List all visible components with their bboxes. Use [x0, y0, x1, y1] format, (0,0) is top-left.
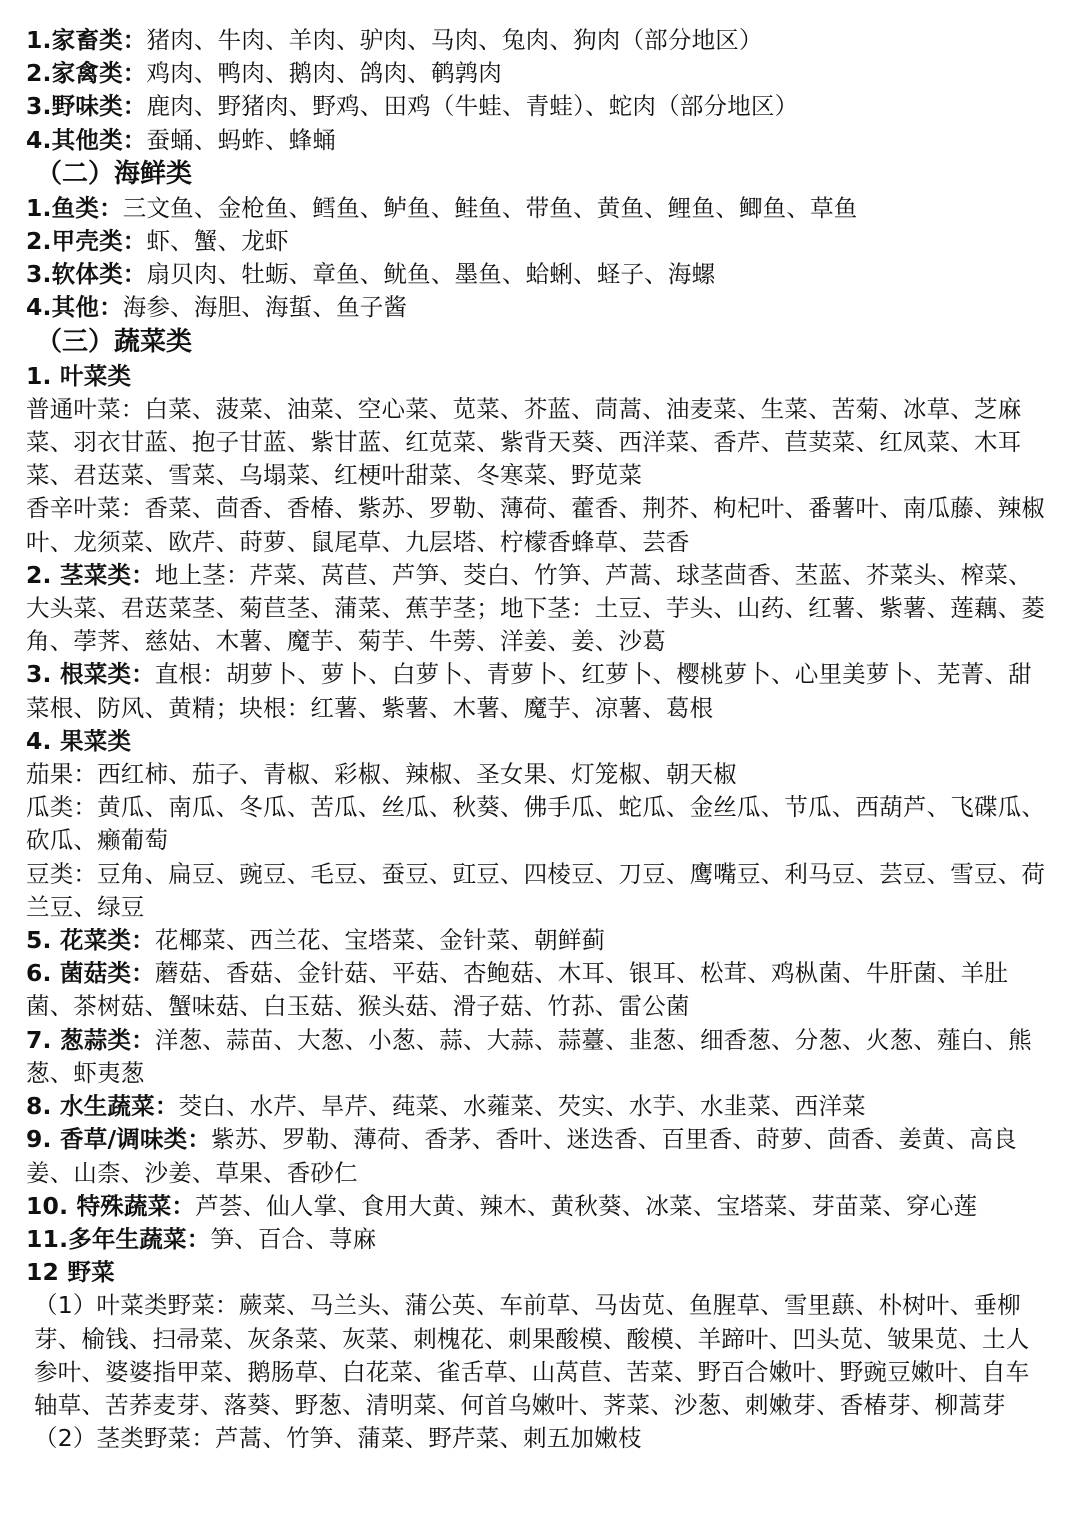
text-line	[26, 124, 1052, 157]
category-label: 2.家禽类：	[26, 59, 147, 88]
category-label: 12 野菜	[26, 1258, 115, 1287]
text-line	[26, 1223, 1052, 1256]
category-label: 4.其他：	[26, 293, 123, 322]
item-list: （2）茎类野菜：芦蒿、竹笋、蒲菜、野芹菜、刺五加嫩枝	[34, 1424, 642, 1453]
item-list: （1）叶菜类野菜：蕨菜、马兰头、蒲公英、车前草、马齿苋、鱼腥草、雪里蕻、朴树叶、垂柳芽、榆钱、扫帚菜、灰条菜、灰菜、刺槐花、刺果酸模、酸模、羊蹄叶、凹头苋、皱果苋、土人参叶、婆婆指甲菜、鹅肠草、白花菜、雀舌草、山莴苣、苦菜、野百合嫩叶、野豌豆嫩叶、自车轴草、苦荞麦芽、落葵、野葱、清明菜、何首乌嫩叶、荠菜、沙葱、刺嫩芽、香椿芽、柳蒿芽	[34, 1291, 1030, 1419]
category-label: 7. 葱蒜类：	[26, 1025, 155, 1054]
item-list: 洋葱、蒜苗、大葱、小葱、蒜、大蒜、蒜薹、韭葱、细香葱、分葱、火葱、薤白、熊葱、虾夷葱	[26, 1025, 1032, 1087]
text-line	[26, 1123, 1052, 1189]
text-line	[26, 1090, 1052, 1123]
text-line	[26, 758, 1052, 791]
item-list: 茄果：西红柿、茄子、青椒、彩椒、辣椒、圣女果、灯笼椒、朝天椒	[26, 760, 737, 789]
text-line	[26, 24, 1052, 57]
text-line	[26, 291, 1052, 324]
item-list: 地上茎：芹菜、莴苣、芦笋、茭白、竹笋、芦蒿、球茎茴香、苤蓝、芥菜头、榨菜、大头菜、君荙菜茎、菊苣茎、蒲菜、蕉芋茎；地下茎：土豆、芋头、山药、红薯、紫薯、莲藕、菱角、荸荠、慈姑、木薯、魔芋、菊芋、牛蒡、洋姜、姜、沙葛	[26, 560, 1046, 656]
item-list: 瓜类：黄瓜、南瓜、冬瓜、苦瓜、丝瓜、秋葵、佛手瓜、蛇瓜、金丝瓜、节瓜、西葫芦、飞碟瓜、砍瓜、癞葡萄	[26, 793, 1046, 855]
text-line	[26, 360, 1052, 393]
item-list: 蚕蛹、蚂蚱、蜂蛹	[146, 125, 337, 154]
text-line	[26, 858, 1052, 924]
category-label: 2. 茎菜类：	[26, 560, 155, 589]
category-label: 11.多年生蔬菜：	[26, 1224, 211, 1253]
text-line	[26, 1256, 1052, 1289]
item-list: 紫苏、罗勒、薄荷、香茅、香叶、迷迭香、百里香、莳萝、茴香、姜黄、高良姜、山柰、沙姜、草果、香砂仁	[26, 1125, 1017, 1187]
section-heading: （二）海鲜类	[36, 158, 193, 189]
item-list: 豆类：豆角、扁豆、豌豆、毛豆、蚕豆、豇豆、四棱豆、刀豆、鹰嘴豆、利马豆、芸豆、雪豆、荷兰豆、绿豆	[26, 859, 1046, 921]
category-label: 9. 香草/调味类：	[26, 1125, 212, 1154]
item-list: 普通叶菜：白菜、菠菜、油菜、空心菜、苋菜、芥蓝、茼蒿、油麦菜、生菜、苦菊、冰草、芝麻菜、羽衣甘蓝、抱子甘蓝、紫甘蓝、红苋菜、紫背天葵、西洋菜、香芹、苣荬菜、红凤菜、木耳菜、君荙菜、雪菜、乌塌菜、红梗叶甜菜、冬寒菜、野苋菜	[26, 394, 1022, 490]
category-label: 1. 叶菜类	[26, 361, 132, 390]
item-list: 香辛叶菜：香菜、茴香、香椿、紫苏、罗勒、薄荷、藿香、荆芥、枸杞叶、番薯叶、南瓜藤、辣椒叶、龙须菜、欧芹、莳萝、鼠尾草、九层塔、柠檬香蜂草、芸香	[26, 494, 1046, 556]
category-label: 3.野味类：	[26, 92, 147, 121]
item-list: 笋、百合、荨麻	[210, 1224, 377, 1253]
text-line	[26, 1190, 1052, 1223]
item-list: 芦荟、仙人掌、食用大黄、辣木、黄秋葵、冰菜、宝塔菜、芽苗菜、穿心莲	[195, 1191, 978, 1220]
item-list: 茭白、水芹、旱芹、莼菜、水蕹菜、芡实、水芋、水韭菜、西洋菜	[178, 1092, 866, 1121]
category-label: 1.鱼类：	[26, 193, 123, 222]
text-line	[26, 658, 1052, 724]
text-line	[26, 192, 1052, 225]
item-list: 鹿肉、野猪肉、野鸡、田鸡（牛蛙、青蛙）、蛇肉（部分地区）	[146, 92, 799, 121]
text-line	[26, 1422, 1052, 1455]
category-label: 4. 果菜类	[26, 726, 132, 755]
text-line	[26, 791, 1052, 857]
category-label: 6. 菌菇类：	[26, 959, 155, 988]
category-label: 4.其他类：	[26, 125, 147, 154]
category-label: 3. 根菜类：	[26, 660, 155, 689]
text-line	[26, 90, 1052, 123]
item-list: 猪肉、牛肉、羊肉、驴肉、马肉、兔肉、狗肉（部分地区）	[146, 26, 763, 54]
item-list: 海参、海胆、海蜇、鱼子酱	[122, 293, 408, 322]
text-line	[26, 1024, 1052, 1090]
text-line	[26, 1289, 1052, 1422]
item-list: 扇贝肉、牡蛎、章鱼、鱿鱼、墨鱼、蛤蜊、蛏子、海螺	[146, 260, 716, 289]
item-list: 蘑菇、香菇、金针菇、平菇、杏鲍菇、木耳、银耳、松茸、鸡枞菌、牛肝菌、羊肚菌、茶树菇、蟹味菇、白玉菇、猴头菇、滑子菇、竹荪、雷公菌	[26, 959, 1009, 1021]
text-line	[26, 924, 1052, 957]
item-list: 鸡肉、鸭肉、鹅肉、鸽肉、鹌鹑肉	[146, 59, 502, 88]
item-list: 三文鱼、金枪鱼、鳕鱼、鲈鱼、鲑鱼、带鱼、黄鱼、鲤鱼、鲫鱼、草鱼	[122, 193, 858, 222]
text-line	[26, 393, 1052, 493]
text-line	[26, 957, 1052, 1023]
text-line	[26, 258, 1052, 291]
category-label: 3.软体类：	[26, 260, 147, 289]
category-label: 5. 花菜类：	[26, 926, 155, 955]
item-list: 直根：胡萝卜、萝卜、白萝卜、青萝卜、红萝卜、樱桃萝卜、心里美萝卜、芜菁、甜菜根、防风、黄精；块根：红薯、紫薯、木薯、魔芋、凉薯、葛根	[26, 660, 1032, 722]
text-line	[26, 492, 1052, 558]
category-label: 10. 特殊蔬菜：	[26, 1191, 196, 1220]
category-label: 2.甲壳类：	[26, 227, 147, 256]
text-line	[26, 57, 1052, 90]
category-label: 1.家畜类：	[26, 26, 147, 54]
text-line	[26, 559, 1052, 659]
item-list: 花椰菜、西兰花、宝塔菜、金针菜、朝鲜蓟	[154, 926, 606, 955]
item-list: 虾、蟹、龙虾	[146, 227, 289, 256]
category-label: 8. 水生蔬菜：	[26, 1092, 179, 1121]
section-heading: （三）蔬菜类	[36, 326, 193, 357]
text-line	[26, 725, 1052, 758]
text-line	[26, 225, 1052, 258]
